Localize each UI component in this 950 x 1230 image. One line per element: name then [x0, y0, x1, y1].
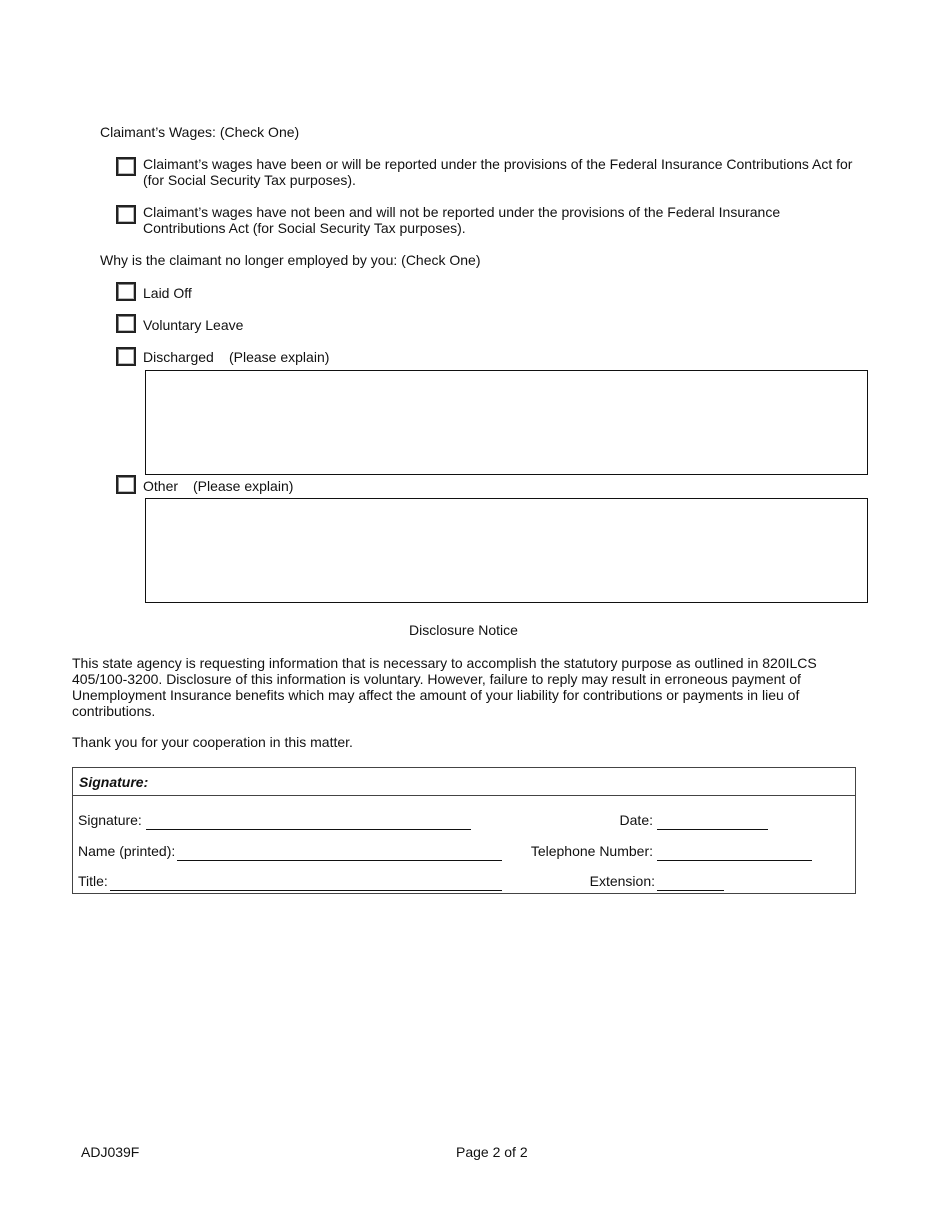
wages-heading: Claimant’s Wages: (Check One)	[100, 124, 300, 140]
wages-not-reported-checkbox[interactable]	[116, 205, 136, 224]
title-field[interactable]	[110, 874, 502, 891]
laid-off-label: Laid Off	[143, 285, 192, 301]
name-printed-label: Name (printed):	[78, 843, 176, 859]
signature-table-header	[73, 768, 855, 796]
wages-reported-checkbox[interactable]	[116, 157, 136, 176]
page-number: Page 2 of 2	[456, 1144, 528, 1160]
thank-you-text: Thank you for your cooperation in this matter.	[72, 734, 353, 750]
extension-field[interactable]	[657, 874, 724, 891]
disclosure-body: This state agency is requesting information that is necessary to accomplish the statutory purpose as outlined in 820ILCS 405/100-3200. Disclosure of this information is voluntary. However, failure to reply may result in erroneous payment of Unemployment Insurance benefits which may affect the amount of your liability for contributions or payments in lieu of contributions.	[72, 655, 817, 719]
disclosure-title: Disclosure Notice	[409, 622, 518, 638]
signature-header-label: Signature:	[79, 774, 149, 790]
laid-off-checkbox[interactable]	[116, 282, 136, 301]
wages-reported-label-line1: Claimant’s wages have been or will be reported under the provisions of the Federal Insurance Contributions Act for	[143, 156, 853, 172]
title-label: Title:	[78, 873, 108, 889]
discharged-explanation-field[interactable]	[145, 370, 868, 475]
separation-heading: Why is the claimant no longer employed by you: (Check One)	[100, 252, 481, 268]
telephone-field[interactable]	[657, 844, 812, 861]
date-label: Date:	[619, 812, 653, 828]
other-explanation-field[interactable]	[145, 498, 868, 603]
extension-label: Extension:	[589, 873, 655, 889]
other-explain-note: (Please explain)	[193, 478, 294, 494]
date-field[interactable]	[657, 813, 768, 830]
name-printed-field[interactable]	[177, 844, 502, 861]
telephone-label: Telephone Number:	[530, 843, 653, 859]
signature-label: Signature:	[78, 812, 142, 828]
voluntary-leave-checkbox[interactable]	[116, 314, 136, 333]
voluntary-leave-label: Voluntary Leave	[143, 317, 244, 333]
other-label: Other	[143, 478, 179, 494]
discharged-checkbox[interactable]	[116, 347, 136, 366]
discharged-explain-note: (Please explain)	[229, 349, 330, 365]
wages-not-reported-label-line1: Claimant’s wages have not been and will not be reported under the provisions of the Federal Insurance	[143, 204, 781, 220]
wages-not-reported-label-line2: Contributions Act (for Social Security Tax purposes).	[143, 220, 466, 236]
form-id: ADJ039F	[81, 1144, 140, 1160]
wages-reported-label-line2: (for Social Security Tax purposes).	[143, 172, 356, 188]
signature-field[interactable]	[146, 813, 471, 830]
discharged-label: Discharged	[143, 349, 214, 365]
other-checkbox[interactable]	[116, 475, 136, 494]
